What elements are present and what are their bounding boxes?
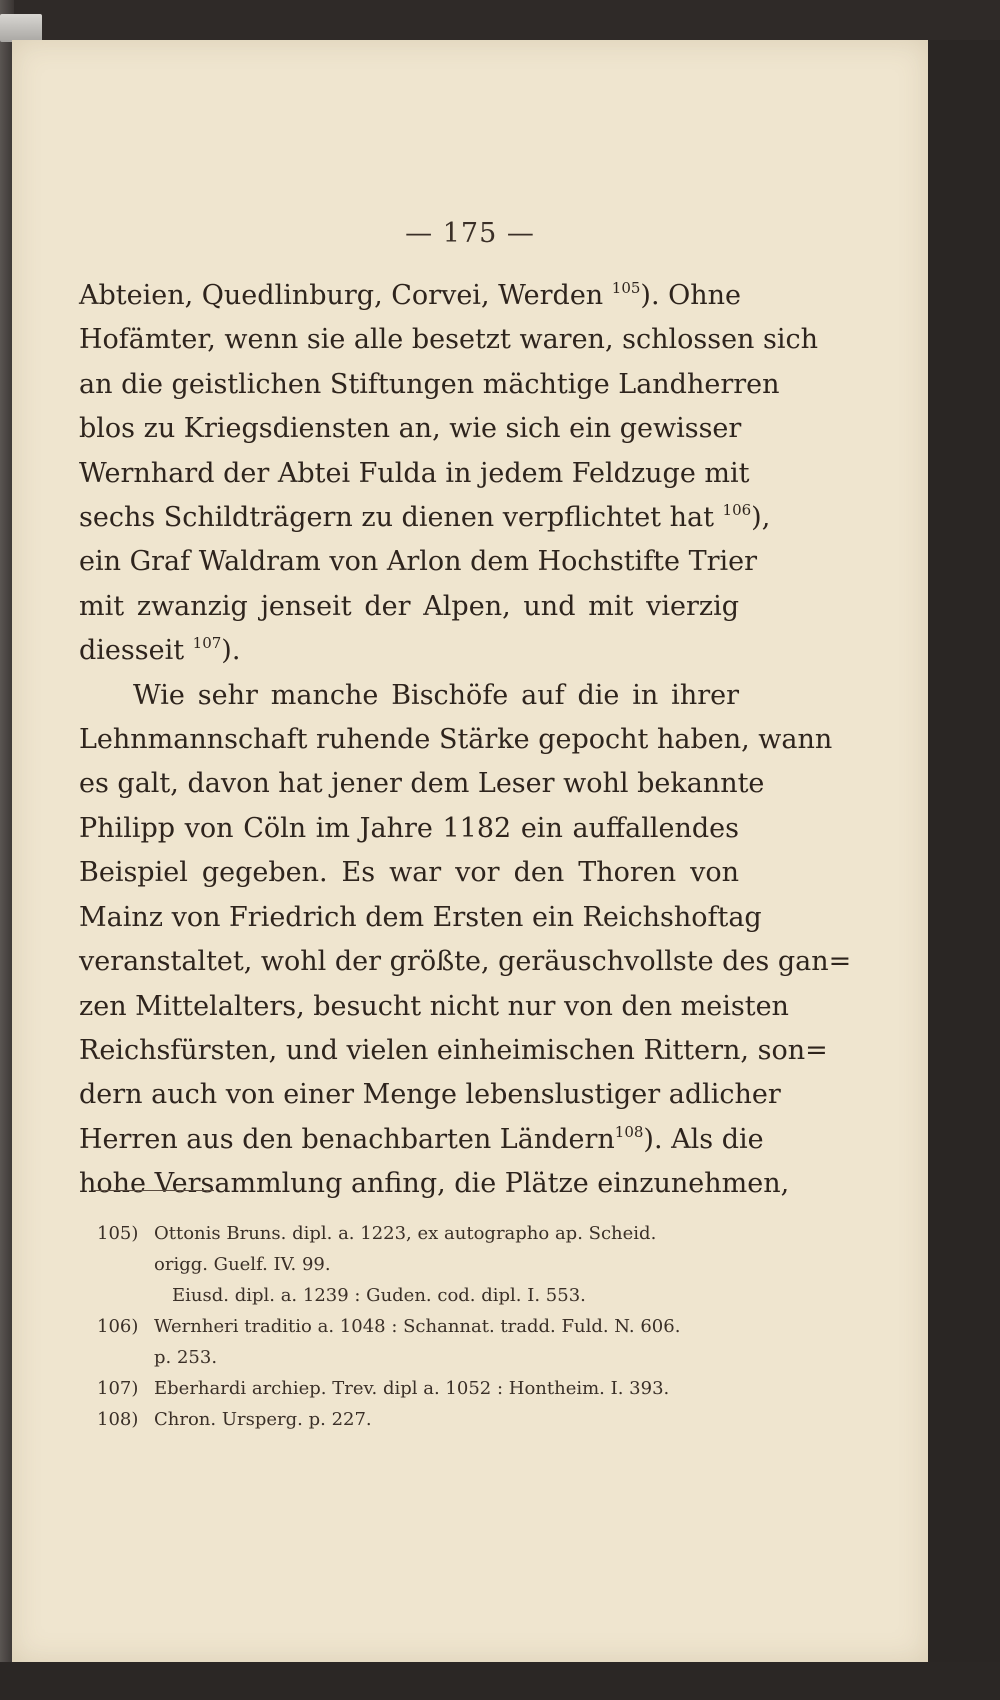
footnote-continuation: origg. Guelf. IV. 99. bbox=[154, 1254, 331, 1275]
footnote-number: 105) bbox=[97, 1223, 139, 1244]
footnote-continuation: p. 253. bbox=[154, 1347, 218, 1368]
text-line: mit zwanzig jenseit der Alpen, und mit vierzig bbox=[79, 590, 739, 622]
text-line: sechs Schildträgern zu dienen verpflichtet hat $^{106}$), bbox=[79, 501, 771, 534]
text-line: es galt, davon hat jener dem Leser wohl bekannte bbox=[79, 768, 765, 800]
footnote-text: Ottonis Bruns. dipl. a. 1223, ex autographo ap. Scheid. bbox=[154, 1223, 657, 1244]
text-line: Lehnmannschaft ruhende Stärke gepocht haben, wann bbox=[79, 724, 833, 756]
footnote-number: 108) bbox=[97, 1409, 139, 1430]
footnote bbox=[97, 1404, 757, 1435]
footnote-continuation: Eiusd. dipl. a. 1239 : Guden. cod. dipl. I. 553. bbox=[172, 1285, 586, 1306]
body-text bbox=[79, 274, 852, 1207]
text-line: dern auch von einer Menge lebenslustiger adlicher bbox=[79, 1079, 781, 1111]
text-line: hohe Versammlung anfing, die Plätze einzunehmen, bbox=[79, 1168, 790, 1200]
text-line: Philipp von Cöln im Jahre 1182 ein auffallendes bbox=[79, 812, 739, 844]
footnote bbox=[97, 1311, 757, 1342]
footnote-number: 106) bbox=[97, 1316, 139, 1337]
text-line: veranstaltet, wohl der größte, geräuschvollste des gan= bbox=[79, 946, 852, 978]
footnote-text: Eberhardi archiep. Trev. dipl a. 1052 : Hontheim. I. 393. bbox=[154, 1378, 670, 1399]
footnote-ref: 105 bbox=[611, 279, 641, 297]
text-line: Wie sehr manche Bischöfe auf die in ihrer bbox=[133, 679, 739, 711]
text-line: Mainz von Friedrich dem Ersten ein Reichshoftag bbox=[79, 901, 762, 933]
text-line: diesseit $^{107}$). bbox=[79, 634, 241, 667]
footnote-ref: 106 bbox=[722, 501, 752, 520]
scan-background-right bbox=[928, 40, 1000, 1662]
page-number: — 175 — bbox=[405, 218, 535, 249]
footnotes bbox=[97, 1218, 757, 1435]
text-line: zen Mittelalters, besucht nicht nur von den meisten bbox=[79, 990, 789, 1022]
page-clip bbox=[0, 14, 42, 42]
footnote-divider bbox=[94, 1190, 214, 1191]
text-line: Abteien, Quedlinburg, Corvei, Werden $^{105}$). Ohne bbox=[79, 279, 742, 311]
footnote-ref: 108 bbox=[614, 1122, 644, 1141]
footnote-text: Wernheri traditio a. 1048 : Schannat. tradd. Fuld. N. 606. bbox=[154, 1316, 681, 1337]
text-line: blos zu Kriegsdiensten an, wie sich ein gewisser bbox=[79, 413, 742, 445]
text-line: Herren aus den benachbarten Ländern$^{108}$). Als die bbox=[79, 1122, 764, 1155]
text-line: Reichsfürsten, und vielen einheimischen Rittern, son= bbox=[79, 1034, 828, 1066]
book-page bbox=[12, 40, 928, 1662]
footnote-number: 107) bbox=[97, 1378, 139, 1399]
footnote bbox=[97, 1218, 757, 1249]
footnote-text: Chron. Ursperg. p. 227. bbox=[154, 1409, 372, 1430]
text-line: an die geistlichen Stiftungen mächtige Landherren bbox=[79, 368, 780, 400]
text-line: Wernhard der Abtei Fulda in jedem Feldzuge mit bbox=[79, 457, 750, 489]
footnote bbox=[97, 1373, 757, 1404]
text-line: Hofämter, wenn sie alle besetzt waren, schlossen sich bbox=[79, 324, 819, 356]
scan-background-bottom bbox=[0, 1662, 1000, 1700]
footnote-ref: 107 bbox=[192, 634, 222, 653]
text-line: ein Graf Waldram von Arlon dem Hochstifte Trier bbox=[79, 546, 758, 578]
text-line: Beispiel gegeben. Es war vor den Thoren von bbox=[79, 857, 739, 889]
